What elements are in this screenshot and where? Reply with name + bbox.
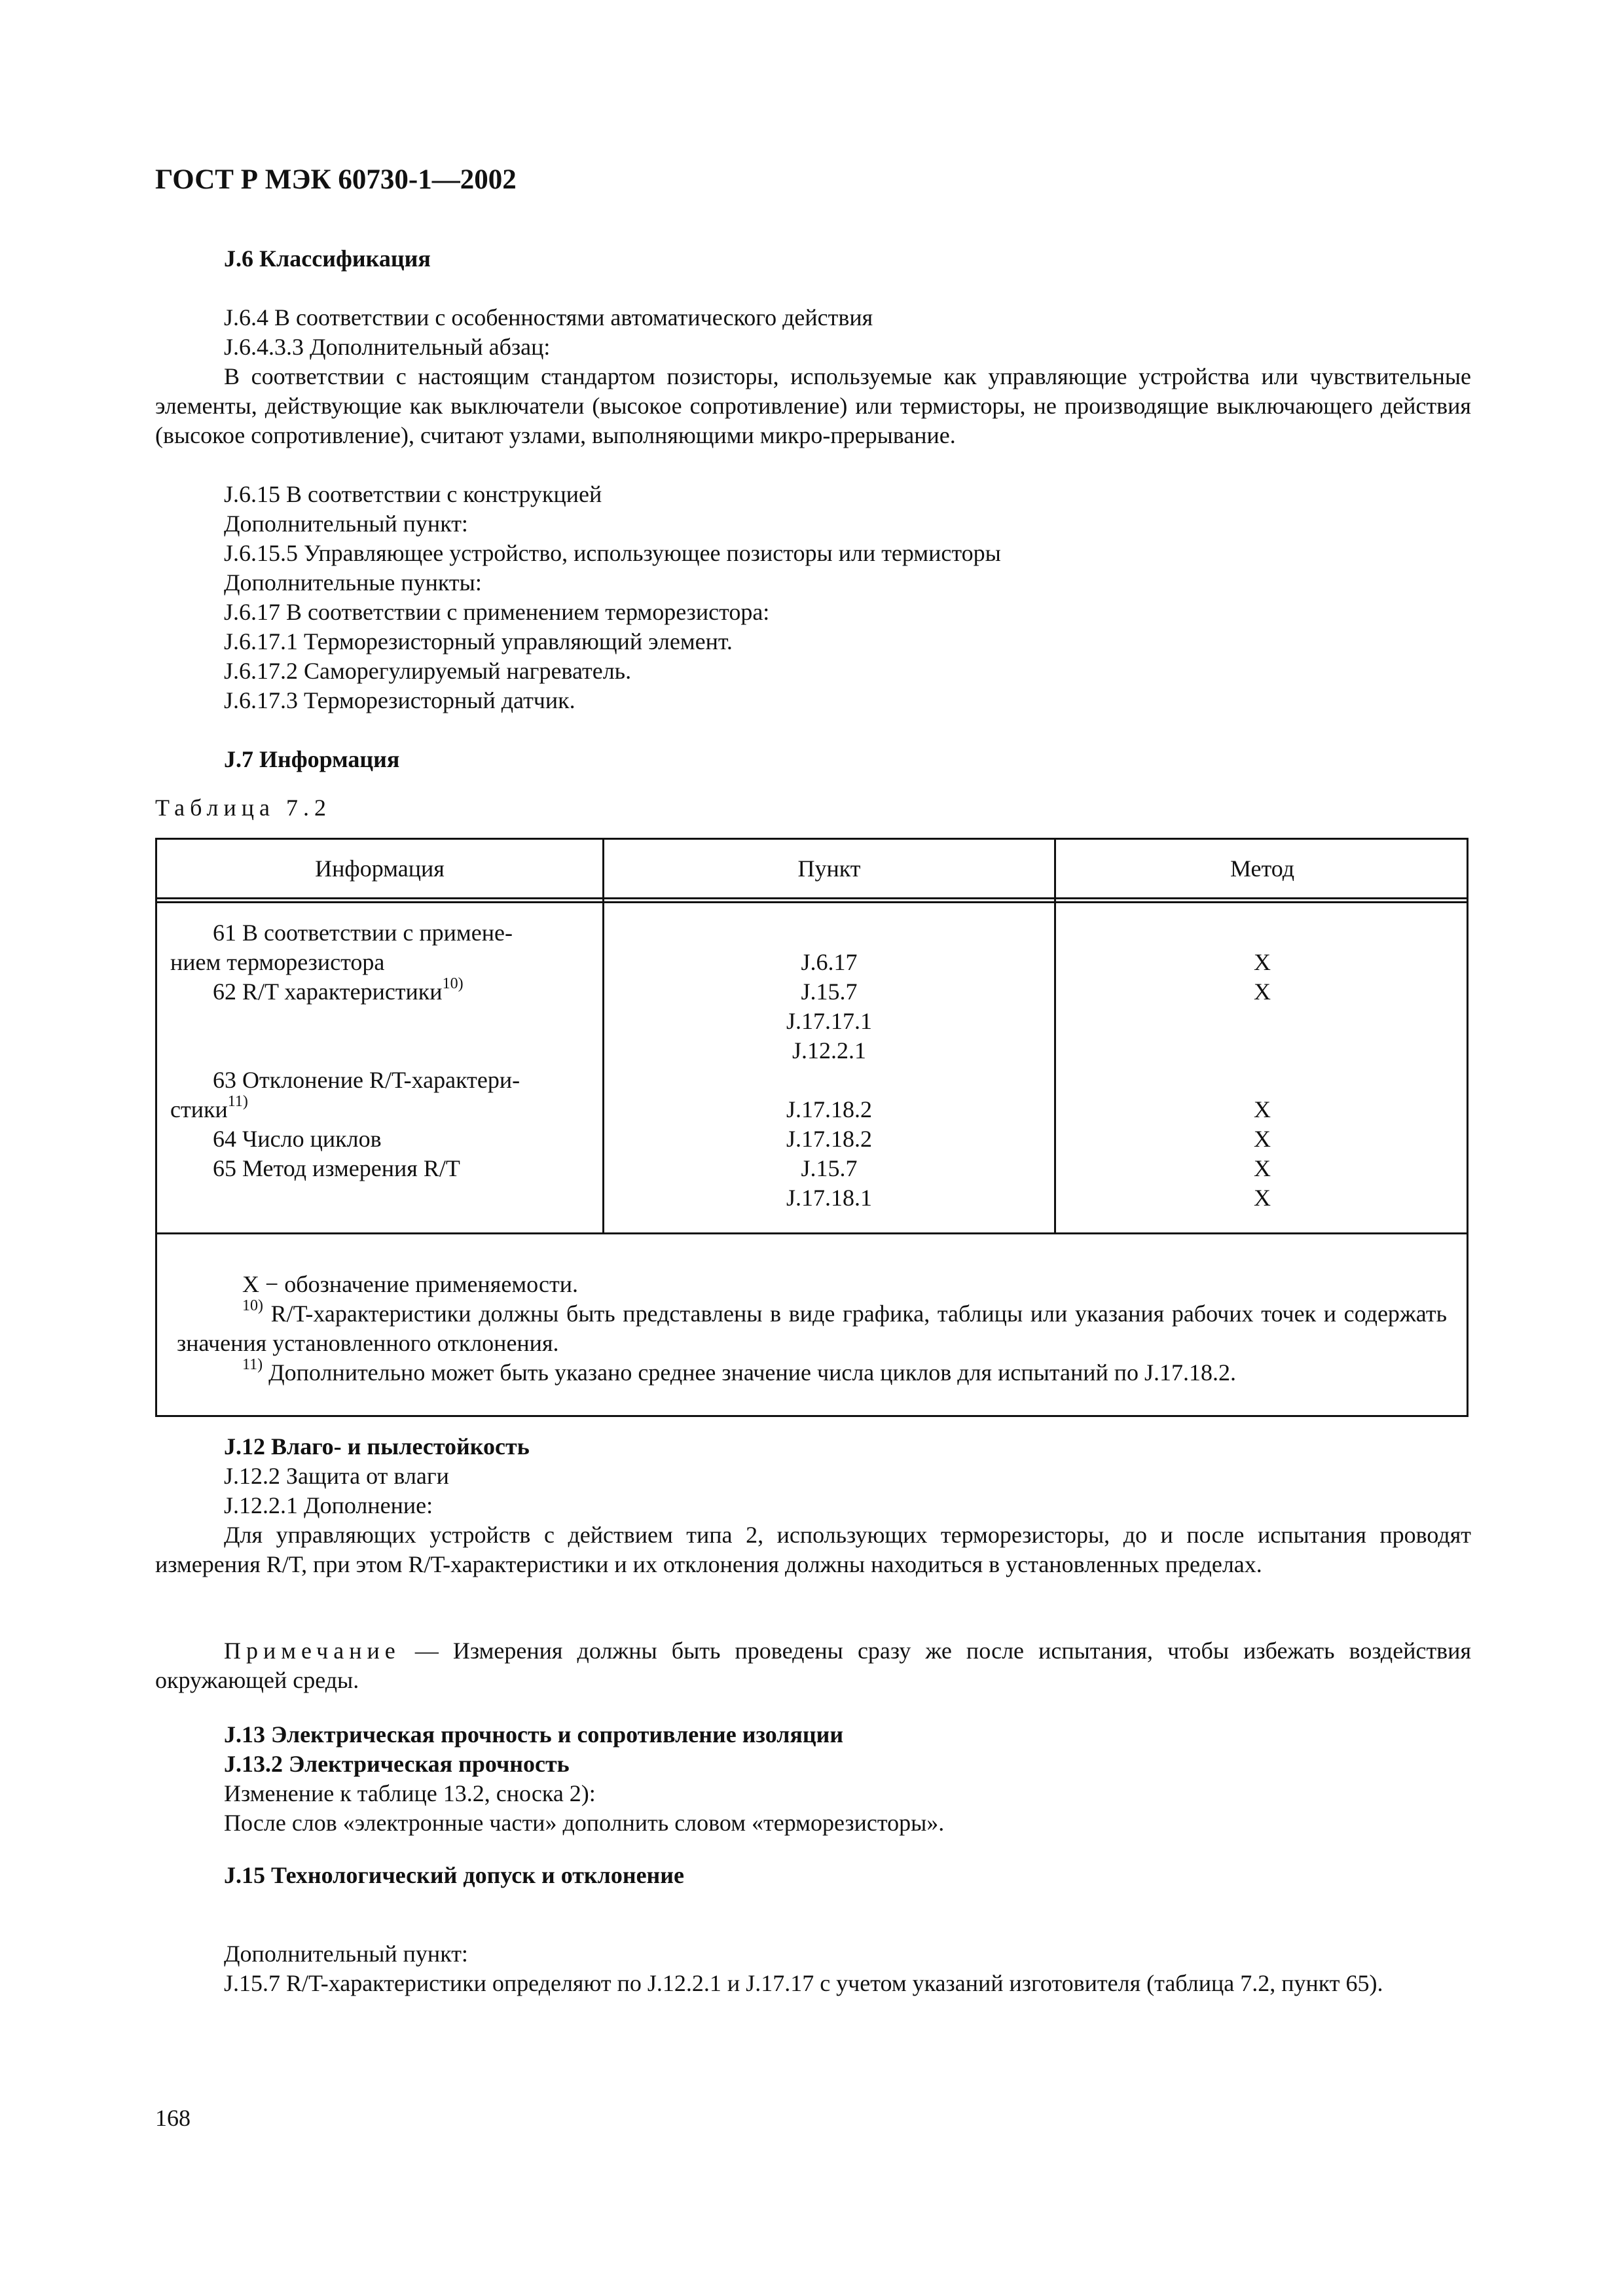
table-cell-metod xyxy=(1056,1066,1468,1095)
table-cell-punkt: J.17.18.2 xyxy=(786,1096,872,1122)
section-j6-lines-2 xyxy=(155,480,1471,715)
footnote-ref: 11) xyxy=(227,1093,248,1110)
table-header-metod: Метод xyxy=(1230,855,1295,882)
text-line: J.6.17.3 Терморезисторный датчик. xyxy=(224,687,575,713)
table-cell-info xyxy=(157,1036,602,1066)
table-cell-punkt: J.17.18.2 xyxy=(786,1126,872,1152)
table-cell-punkt: J.15.7 xyxy=(801,1155,858,1181)
table-cell-metod xyxy=(1056,918,1468,948)
text-line: J.12.2.1 Дополнение: xyxy=(224,1492,433,1518)
table-column-info xyxy=(157,918,602,1213)
table-cell-punkt: J.12.2.1 xyxy=(792,1037,866,1064)
cell-text: 63 Отклонение R/T-характери- xyxy=(213,1067,520,1093)
document-title: ГОСТ Р МЭК 60730-1—2002 xyxy=(155,164,517,195)
table-caption: Таблица 7.2 xyxy=(155,795,331,821)
table-cell-metod: X xyxy=(1254,978,1271,1005)
section-j13-heading: J.13 Электрическая прочность и сопротивление изоляции xyxy=(224,1721,844,1748)
note-text: — Измерения должны быть проведены сразу же после испытания, чтобы избежать воздействия окружающей среды. xyxy=(155,1638,1471,1693)
table-cell-punkt: J.6.17 xyxy=(801,949,858,975)
cell-text: стики xyxy=(170,1096,228,1122)
section-j6-heading: J.6 Классификация xyxy=(224,245,431,272)
cell-text: 64 Число циклов xyxy=(213,1126,382,1152)
table-7-2 xyxy=(155,838,1468,1417)
table-cell-metod: X xyxy=(1254,1096,1271,1122)
section-j12-lines xyxy=(155,1462,1471,1520)
section-j15-heading: J.15 Технологический допуск и отклонение xyxy=(224,1862,685,1888)
cell-text: 62 R/T характеристики xyxy=(213,978,443,1005)
table-cell-metod: X xyxy=(1254,1155,1271,1181)
footnote-text: R/T-характеристики должны быть представлены в виде графика, таблицы или указания рабочих точек и содержать значения установленного отклонения. xyxy=(177,1300,1447,1356)
table-cell-info xyxy=(157,1095,602,1124)
table-cell-info xyxy=(157,1183,602,1213)
section-j7-heading: J.7 Информация xyxy=(224,746,400,772)
table-cell-metod: X xyxy=(1254,949,1271,975)
table-cell-info xyxy=(157,948,602,977)
text-line: J.6.4 В соответствии с особенностями автоматического действия xyxy=(224,304,873,331)
cell-text: 65 Метод измерения R/T xyxy=(213,1155,460,1181)
table-header-info: Информация xyxy=(315,855,445,882)
table-footnote-11 xyxy=(177,1358,1447,1388)
footnote-mark: 10) xyxy=(242,1297,263,1314)
footnote-mark: 11) xyxy=(242,1356,263,1373)
table-cell-punkt xyxy=(604,1066,1054,1095)
table-footnote-10 xyxy=(177,1299,1447,1358)
table-cell-info xyxy=(157,918,602,948)
table-cell-punkt xyxy=(604,918,1054,948)
text-line: J.6.15 В соответствии с конструкцией xyxy=(224,481,602,507)
table-cell-info xyxy=(157,1124,602,1154)
cell-text: 61 В соответствии с примене- xyxy=(213,920,513,946)
text-line: Изменение к таблице 13.2, сноска 2): xyxy=(224,1780,596,1806)
text-line: Дополнительные пункты: xyxy=(224,569,482,596)
table-cell-info xyxy=(157,977,602,1007)
table-cell-metod: X xyxy=(1254,1126,1271,1152)
section-j15-lines xyxy=(155,1939,1471,1969)
section-j13-2-heading: J.13.2 Электрическая прочность xyxy=(224,1751,570,1777)
table-cell-punkt: J.15.7 xyxy=(801,978,858,1005)
note-label: Примечание xyxy=(224,1638,401,1664)
text-line: J.6.17 В соответствии с применением терморезистора: xyxy=(224,599,770,625)
text-line: J.6.15.5 Управляющее устройство, использующее позисторы или термисторы xyxy=(224,540,1001,566)
section-j6-lines-1 xyxy=(155,303,1471,362)
table-cell-info xyxy=(157,1066,602,1095)
table-notes-divider xyxy=(157,1232,1467,1234)
section-j6-paragraph: В соответствии с настоящим стандартом позисторы, используемые как управляющие устройства или чувствительные элементы, действующие как выключатели (высокое сопротивление) или термисторы, не производящие выключающего действия (высокое сопротивление), считают узлами, выполняющими микро-прерывание. xyxy=(155,363,1471,448)
text-line: J.6.17.1 Терморезисторный управляющий элемент. xyxy=(224,628,733,655)
table-cell-metod: X xyxy=(1254,1185,1271,1211)
page-number: 168 xyxy=(155,2105,191,2131)
text-line: После слов «электронные части» дополнить словом «терморезисторы». xyxy=(224,1810,945,1836)
table-note-x: X − обозначение применяемости. xyxy=(242,1271,578,1297)
table-header-punkt: Пункт xyxy=(797,855,861,882)
section-j12-note xyxy=(155,1636,1471,1695)
table-cell-metod xyxy=(1056,1007,1468,1036)
section-j12-paragraph: Для управляющих устройств с действием типа 2, использующих терморезисторы, до и после испытания проводят измерения R/T, при этом R/T-характеристики и их отклонения должны находиться в установленных пределах. xyxy=(155,1522,1471,1577)
table-cell-punkt: J.17.17.1 xyxy=(786,1008,872,1034)
section-j12-heading: J.12 Влаго- и пылестойкость xyxy=(224,1433,530,1460)
section-j13-lines xyxy=(155,1779,1471,1838)
table-cell-metod xyxy=(1056,1036,1468,1066)
footnote-text: Дополнительно может быть указано среднее значение числа циклов для испытаний по J.17.18.2. xyxy=(268,1359,1237,1386)
table-cell-info xyxy=(157,1154,602,1183)
table-cell-punkt: J.17.18.1 xyxy=(786,1185,872,1211)
cell-text: нием терморезистора xyxy=(170,949,385,975)
table-cell-info xyxy=(157,1007,602,1036)
footnote-ref: 10) xyxy=(442,975,464,992)
table-header-double-rule xyxy=(157,901,1467,903)
text-line: J.12.2 Защита от влаги xyxy=(224,1463,449,1489)
section-j15-paragraph: J.15.7 R/T-характеристики определяют по J.12.2.1 и J.17.17 с учетом указаний изготовителя (таблица 7.2, пункт 65). xyxy=(224,1970,1383,1996)
text-line: J.6.17.2 Саморегулируемый нагреватель. xyxy=(224,658,632,684)
table-column-punkt xyxy=(604,918,1054,1213)
table-column-metod xyxy=(1056,918,1468,1213)
text-line: Дополнительный пункт: xyxy=(224,1941,468,1967)
table-notes xyxy=(157,1240,1467,1388)
text-line: Дополнительный пункт: xyxy=(224,511,468,537)
text-line: J.6.4.3.3 Дополнительный абзац: xyxy=(224,334,551,360)
